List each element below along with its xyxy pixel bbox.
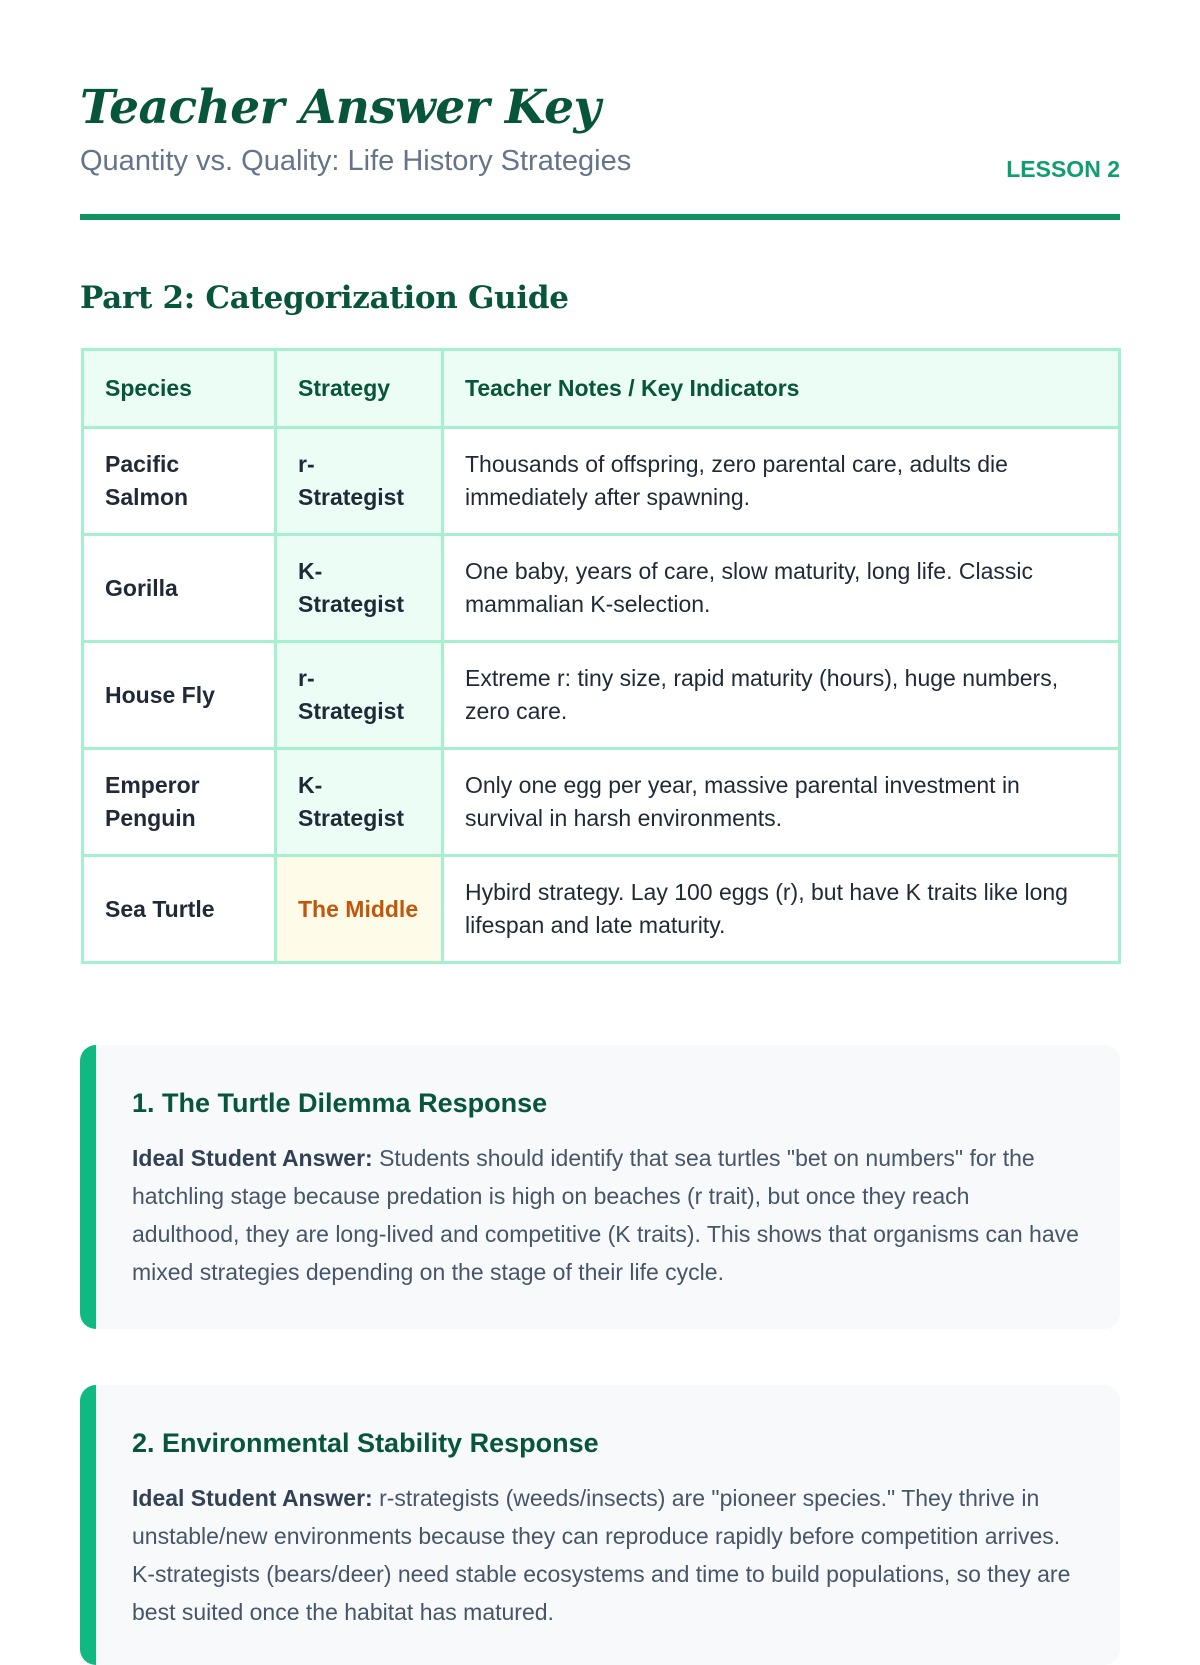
card-body [132,1479,1080,1631]
strategy-cell: K-Strategist [276,535,443,642]
answer-label: Ideal Student Answer: [132,1485,373,1511]
page-subtitle: Quantity vs. Quality: Life History Strategies [80,145,632,177]
notes-cell: Thousands of offspring, zero parental care, adults die immediately after spawning. [443,428,1120,535]
strategy-cell: K-Strategist [276,749,443,856]
categorization-table [81,348,1121,964]
card-title: 1. The Turtle Dilemma Response [132,1088,548,1118]
column-header-notes: Teacher Notes / Key Indicators [443,350,1120,428]
strategy-cell: r-Strategist [276,428,443,535]
species-cell: Gorilla [83,535,276,642]
table-row [83,642,1120,749]
page-header [80,78,1120,182]
species-cell: Emperor Penguin [83,749,276,856]
header-divider [80,214,1120,220]
card-title: 2. Environmental Stability Response [132,1428,599,1458]
answer-label: Ideal Student Answer: [132,1145,373,1171]
answer-text: Students should identify that sea turtles "bet on numbers" for the hatchling stage because predation is high on beaches (r trait), but once they reach adulthood, they are long-lived and competitive (K traits). This shows that organisms can have mixed strategies depending on the stage of their life cycle. [132,1145,1079,1285]
species-cell: Sea Turtle [83,856,276,963]
notes-cell: Only one egg per year, massive parental investment in survival in harsh environments. [443,749,1120,856]
answer-text: r-strategists (weeds/insects) are "pioneer species." They thrive in unstable/new environments because they can reproduce rapidly before competition arrives. K-strategists (bears/deer) need stable ecosystems and time to build populations, so they are best suited once the habitat has matured. [132,1485,1071,1625]
table-row [83,856,1120,963]
column-header-species: Species [83,350,276,428]
section-title: Part 2: Categorization Guide [80,280,569,316]
turtle-dilemma-card [80,1045,1120,1329]
table-row [83,749,1120,856]
notes-cell: Extreme r: tiny size, rapid maturity (hours), huge numbers, zero care. [443,642,1120,749]
table-header-row [83,350,1120,428]
card-body [132,1139,1080,1291]
species-cell: Pacific Salmon [83,428,276,535]
column-header-strategy: Strategy [276,350,443,428]
species-cell: House Fly [83,642,276,749]
strategy-cell-middle: The Middle [276,856,443,963]
notes-cell: One baby, years of care, slow maturity, long life. Classic mammalian K-selection. [443,535,1120,642]
environmental-stability-card [80,1385,1120,1665]
notes-cell: Hybird strategy. Lay 100 eggs (r), but have K traits like long lifespan and late maturity. [443,856,1120,963]
page-title: Teacher Answer Key [80,80,601,135]
table-row [83,428,1120,535]
table-row [83,535,1120,642]
lesson-badge: LESSON 2 [1006,156,1120,182]
strategy-cell: r-Strategist [276,642,443,749]
